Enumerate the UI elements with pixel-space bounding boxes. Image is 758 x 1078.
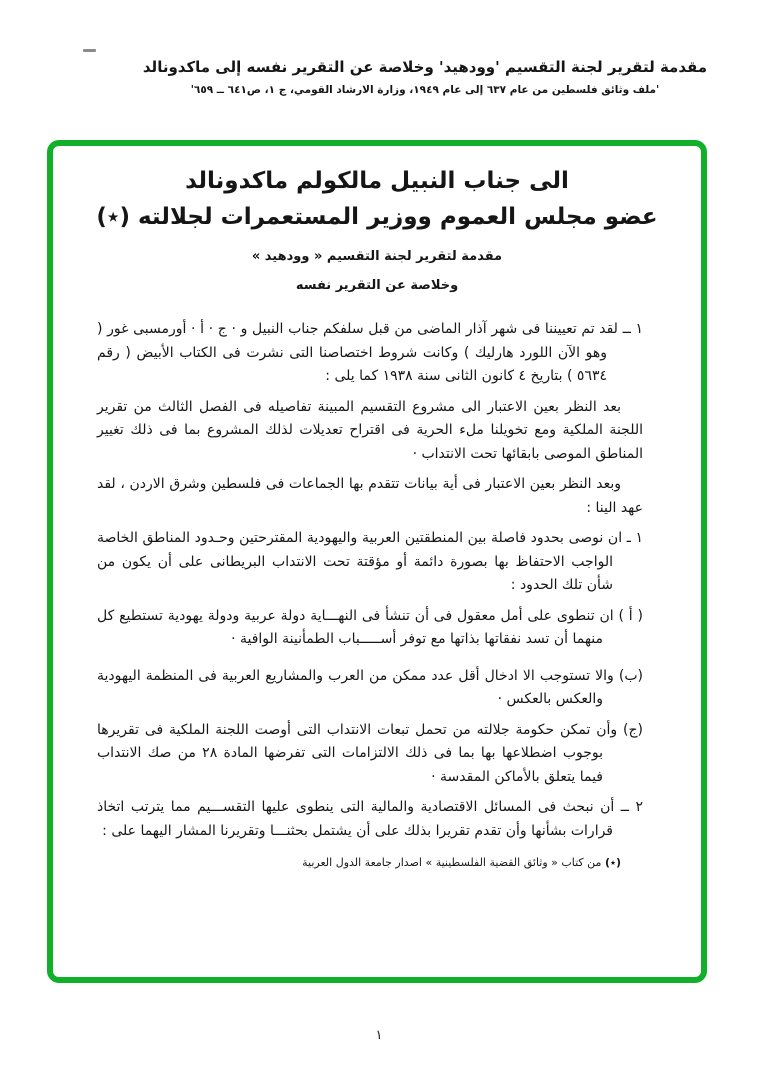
letter-title-line2: عضو مجلس العموم ووزير المستعمرات لجلالته (٭) [96,204,658,230]
paragraph-3-text: وبعد النظر بعين الاعتبار فى أية بيانات تتقدم بها الجماعات فى فلسطين وشرق الاردن ، لقد عهد الينا : [97,476,643,516]
letter-subtitle-line2: وخلاصة عن التقرير نفسه [295,278,459,293]
list-item-c-text: وأن تمكن حكومة جلالته من تحمل تبعات الانتداب التى أوصت اللجنة الملكية فى تقريرها بوجوب اضطلاعها بها بما فى ذلك الالتزامات التى تفرضها المادة ٢٨ من صك الانتداب فيما يتعلق بالأماكن المقدسة · [97,721,618,785]
list-item-1 [97,527,643,598]
letter-body [53,294,701,871]
footnote [97,855,621,871]
header-citation-title: مقدمة لتقرير لجنة التقسيم 'وودهيد' وخلاصة عن التقرير نفسه إلى ماكدونالد [142,58,708,76]
header-citation-source: 'ملف وثائق فلسطين من عام ٦٣٧ إلى عام ١٩٤٩، وزارة الارشاد القومي، ج ١، ص٦٤١ ــ ٦٥٩' [190,84,660,96]
document-frame [47,140,707,983]
list-item-b [97,665,643,712]
list-item-1-marker: ١ ـ [626,530,644,546]
paragraph-1-marker: ١ ــ [622,321,643,337]
paragraph-3 [97,473,643,520]
letter-title-line1: الى جناب النبيل مالكولم ماكدونالد [185,168,569,194]
letter-heading [53,146,701,294]
list-item-2 [97,796,643,843]
scan-artifact-dash [83,49,96,52]
list-item-2-marker: ٢ ــ [620,799,643,815]
list-item-1-text: ان نوصى بحدود فاصلة بين المنطقتين العربية واليهودية المقترحتين وحـدود المناطق الخاصة الواجب الاحتفاظ بها بصورة دائمة أو مؤقتة تحت الانتداب البريطانى على أن يكون من شأن تلك الحدود : [97,530,623,593]
list-item-c [97,719,643,790]
list-item-a-marker: ( أ ) [618,607,643,624]
footnote-marker: (٭) [604,856,621,869]
page-number: ١ [375,1028,383,1043]
list-item-b-text: والا تستوجب الا ادخال أقل عدد ممكن من العرب والمشاريع العربية فى المنظمة اليهودية والعكس بالعكس · [97,667,614,707]
header-citation [92,54,758,100]
list-item-2-text: أن نبحث فى المسائل الاقتصادية والمالية التى ينطوى عليها التقســـيم مما يترتب اتخاذ قرارات بشأنها وأن تقدم تقريرا بذلك على أن يشتمل بحثنـــا وتقريرنا المشار اليهما على : [97,799,615,839]
list-item-b-marker: (ب) [618,667,643,684]
paragraph-2 [97,396,643,467]
list-item-a [97,605,643,652]
paragraph-2-text: بعد النظر بعين الاعتبار الى مشروع التقسيم المبينة تفاصيله فى الفصل الثالث من تقرير اللجنة الملكية ومع تخويلنا ملء الحرية فى اقتراح تعديلات لذلك المشروع بما فى ذلك تغيير المناطق الموصى بابقائها تحت الانتداب · [97,398,643,462]
letter-subtitle-line1: مقدمة لتقرير لجنة التقسيم « وودهيد » [251,249,503,264]
list-item-c-marker: (ج) [623,721,643,738]
footnote-text: من كتاب « وثائق القضية الفلسطينية » اصدار جامعة الدول العربية [302,856,602,869]
paragraph-1-text: لقد تم تعييننا فى شهر آذار الماضى من قبل سلفكم جناب النبيل و · ج · أ · أورمسبى غور ( وهو الآن اللورد هارليك ) وكانت شروط اختصاصنا التى نشرت فى الكتاب الأبيض ( رقم ٥٦٣٤ ) بتاريخ ٤ كانون الثانى سنة ١٩٣٨ كما يلى : [97,321,618,384]
paragraph-1 [97,318,643,389]
list-item-a-text: ان تنطوى على أمل معقول فى أن تنشأ فى النهـــاية دولة عربية ودولة يهودية تستطيع كل منهما أن تسد نفقاتها بذاتها مع توفر أســـــباب الطمأنينة الوافية · [97,607,614,647]
